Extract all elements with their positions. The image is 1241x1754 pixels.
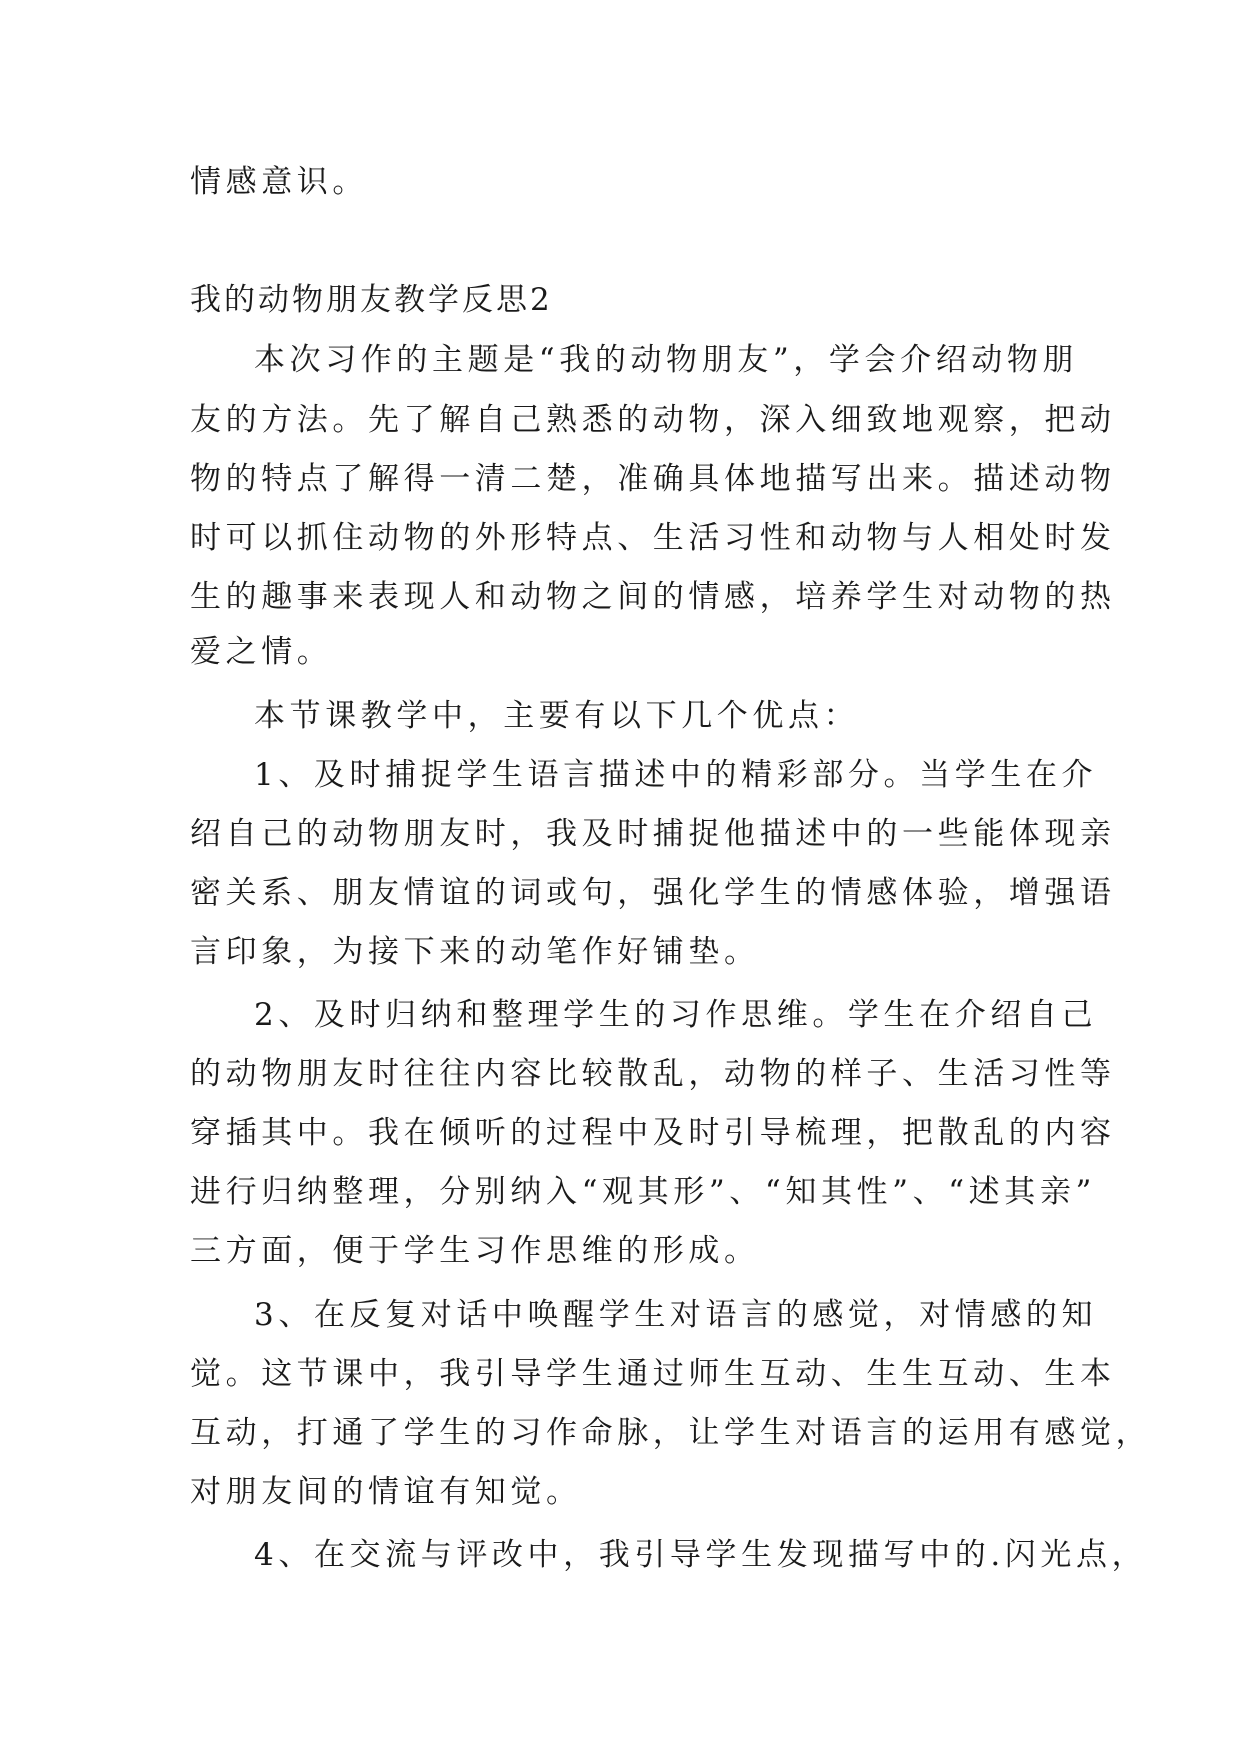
- text-line: 生的趣事来表现人和动物之间的情感，培养学生对动物的热: [190, 579, 1116, 615]
- text-line: 本次习作的主题是“我的动物朋友”，学会介绍动物朋: [254, 342, 1079, 378]
- section-title: 我的动物朋友教学反思2: [190, 282, 553, 318]
- text-line: 2、及时归纳和整理学生的习作思维。学生在介绍自己: [254, 997, 1098, 1033]
- text-line: 觉。这节课中，我引导学生通过师生互动、生生互动、生本: [190, 1356, 1116, 1392]
- text-line: 互动，打通了学生的习作命脉，让学生对语言的运用有感觉，: [190, 1415, 1152, 1451]
- text-line: 三方面，便于学生习作思维的形成。: [190, 1233, 760, 1269]
- text-line: 情感意识。: [190, 164, 368, 200]
- text-line: 1、及时捕捉学生语言描述中的精彩部分。当学生在介: [254, 757, 1098, 793]
- text-line: 本节课教学中，主要有以下几个优点：: [254, 698, 860, 734]
- text-line: 言印象，为接下来的动笔作好铺垫。: [190, 934, 760, 970]
- text-line: 进行归纳整理，分别纳入“观其形”、“知其性”、“述其亲”: [190, 1174, 1096, 1210]
- text-line: 的动物朋友时往往内容比较散乱，动物的样子、生活习性等: [190, 1056, 1116, 1092]
- text-line: 3、在反复对话中唤醒学生对语言的感觉，对情感的知: [254, 1297, 1098, 1333]
- text-line: 穿插其中。我在倾听的过程中及时引导梳理，把散乱的内容: [190, 1115, 1116, 1151]
- text-line: 对朋友间的情谊有知觉。: [190, 1474, 582, 1510]
- text-line: 爱之情。: [190, 634, 333, 670]
- text-line: 密关系、朋友情谊的词或句，强化学生的情感体验，增强语: [190, 875, 1116, 911]
- text-line: 友的方法。先了解自己熟悉的动物，深入细致地观察，把动: [190, 402, 1116, 438]
- text-line: 时可以抓住动物的外形特点、生活习性和动物与人相处时发: [190, 520, 1116, 556]
- text-line: 物的特点了解得一清二楚，准确具体地描写出来。描述动物: [190, 461, 1116, 497]
- text-line: 4、在交流与评改中，我引导学生发现描写中的.闪光点，: [254, 1537, 1148, 1573]
- text-line: 绍自己的动物朋友时，我及时捕捉他描述中的一些能体现亲: [190, 816, 1116, 852]
